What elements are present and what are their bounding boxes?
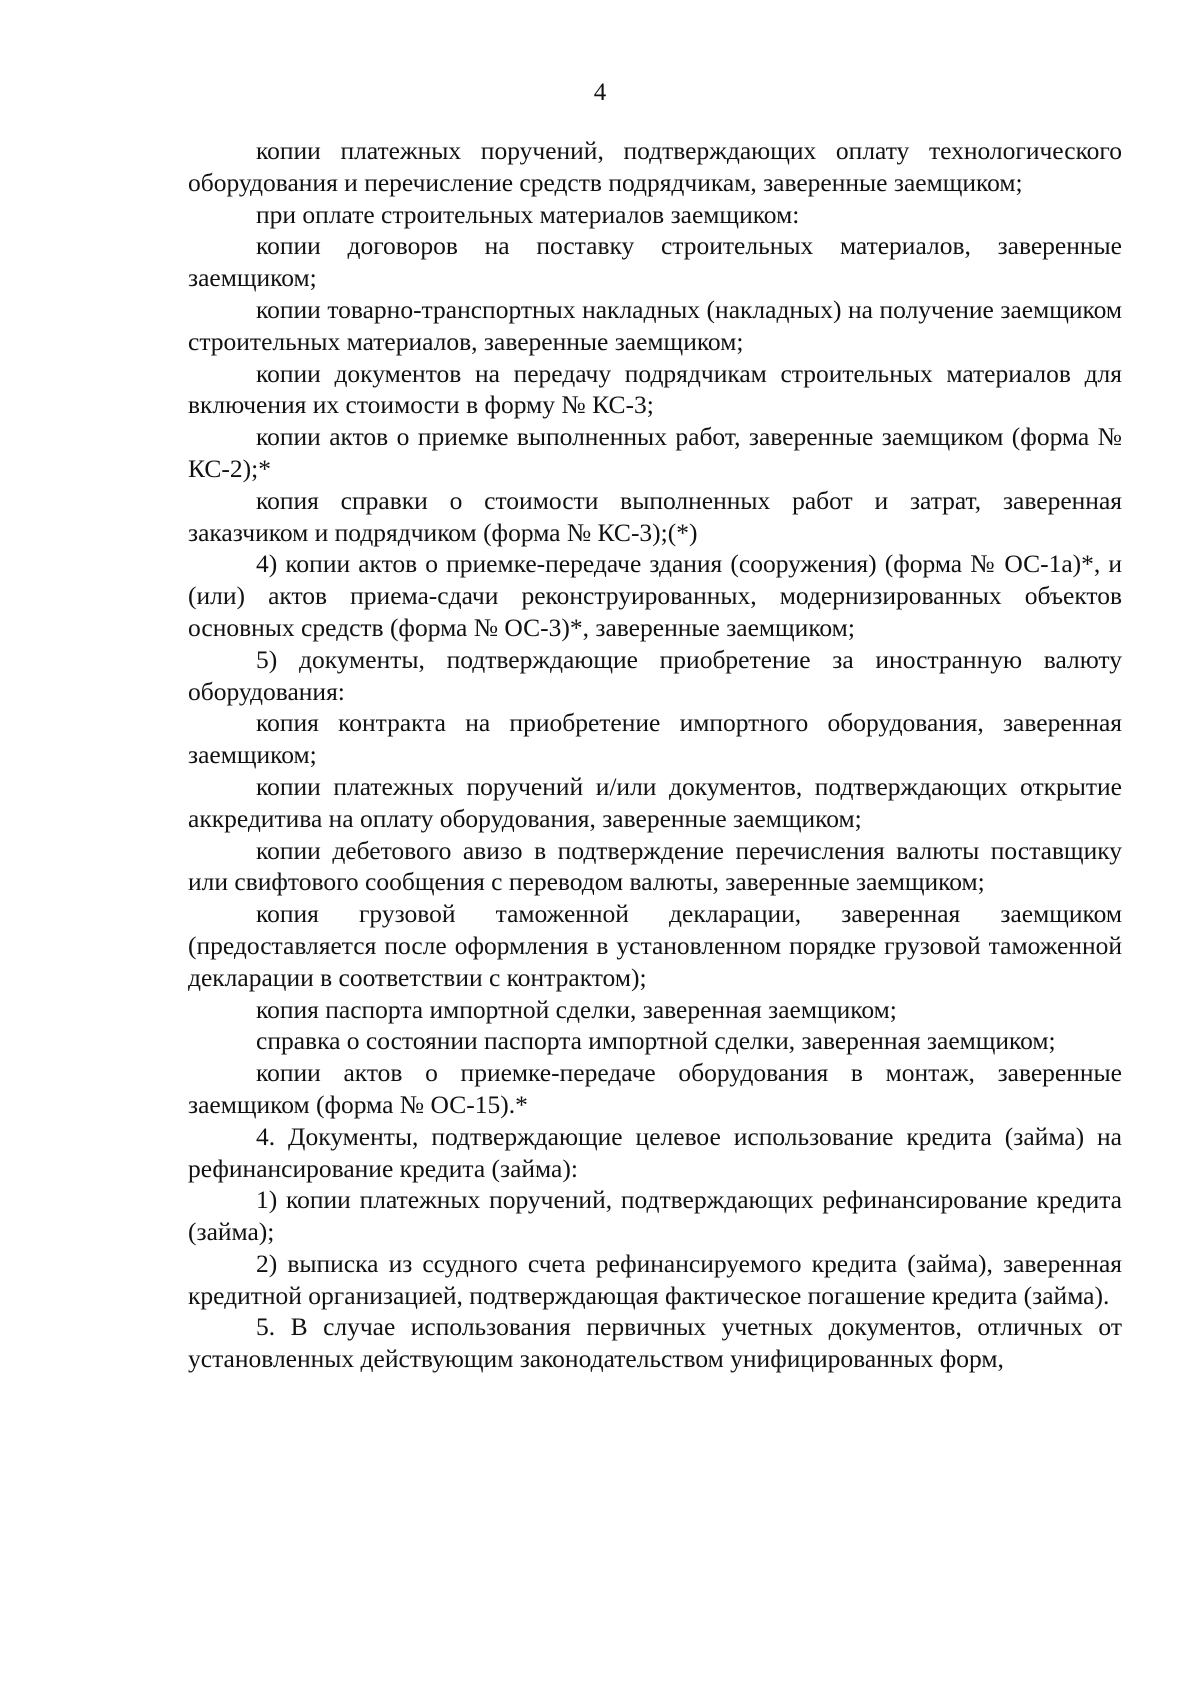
paragraph: копии актов о приемке выполненных работ, заверенные заемщиком (форма № КС-2);*: [188, 422, 1122, 483]
paragraph: копии документов на передачу подрядчикам строительных материалов для включения их стоимости в форму № КС-3;: [188, 358, 1122, 420]
paragraph: копия справки о стоимости выполненных работ и затрат, заверенная заказчиком и подрядчиком (форма № КС-3);(*): [188, 485, 1122, 547]
paragraph: копия грузовой таможенной декларации, заверенная заемщиком (предоставляется после оформления в установленном порядке грузовой таможенной декларации в соответствии с контрактом);: [188, 899, 1122, 992]
paragraph: копии дебетового авизо в подтверждение перечисления валюты поставщику или свифтового сообщения с переводом валюты, заверенные заемщиком;: [188, 835, 1122, 897]
paragraph: справка о состоянии паспорта импортной сделки, заверенная заемщиком;: [256, 1026, 1056, 1056]
paragraph: копии платежных поручений, подтверждающих оплату технологического оборудования и перечисление средств подрядчикам, заверенные заемщиком;: [188, 136, 1122, 197]
paragraph: копии актов о приемке-передаче оборудования в монтаж, заверенные заемщиком (форма № ОС-15).*: [188, 1058, 1122, 1119]
paragraph: 4) копии актов о приемке-передаче здания (сооружения) (форма № ОС-1а)*, и (или) актов приема-сдачи реконструированных, модернизированных объектов основных средств (форма № ОС-3)*, заверенные заемщиком;: [188, 549, 1122, 642]
paragraph: копии платежных поручений и/или документов, подтверждающих открытие аккредитива на оплату оборудования, заверенные заемщиком;: [188, 771, 1122, 833]
body-text: [188, 135, 1122, 1375]
page-number: 4: [593, 79, 607, 106]
paragraph: 1) копии платежных поручений, подтверждающих рефинансирование кредита (займа);: [188, 1185, 1122, 1247]
paragraph: 5) документы, подтверждающие приобретение за иностранную валюту оборудования:: [188, 644, 1122, 706]
paragraph: копия контракта на приобретение импортного оборудования, заверенная заемщиком;: [188, 708, 1122, 770]
paragraph: копия паспорта импортной сделки, заверенная заемщиком;: [256, 994, 897, 1024]
paragraph: 4. Документы, подтверждающие целевое использование кредита (займа) на рефинансирование кредита (займа):: [188, 1121, 1122, 1183]
paragraph: при оплате строительных материалов заемщиком:: [256, 199, 800, 229]
paragraph: копии товарно-транспортных накладных (накладных) на получение заемщиком строительных материалов, заверенные заемщиком;: [188, 294, 1122, 356]
paragraph: копии договоров на поставку строительных материалов, заверенные заемщиком;: [188, 231, 1122, 293]
paragraph: 5. В случае использования первичных учетных документов, отличных от установленных действующим законодательством унифицированных форм,: [188, 1312, 1122, 1374]
paragraph: 2) выписка из ссудного счета рефинансируемого кредита (займа), заверенная кредитной организацией, подтверждающая фактическое погашение кредита (займа).: [188, 1248, 1122, 1310]
